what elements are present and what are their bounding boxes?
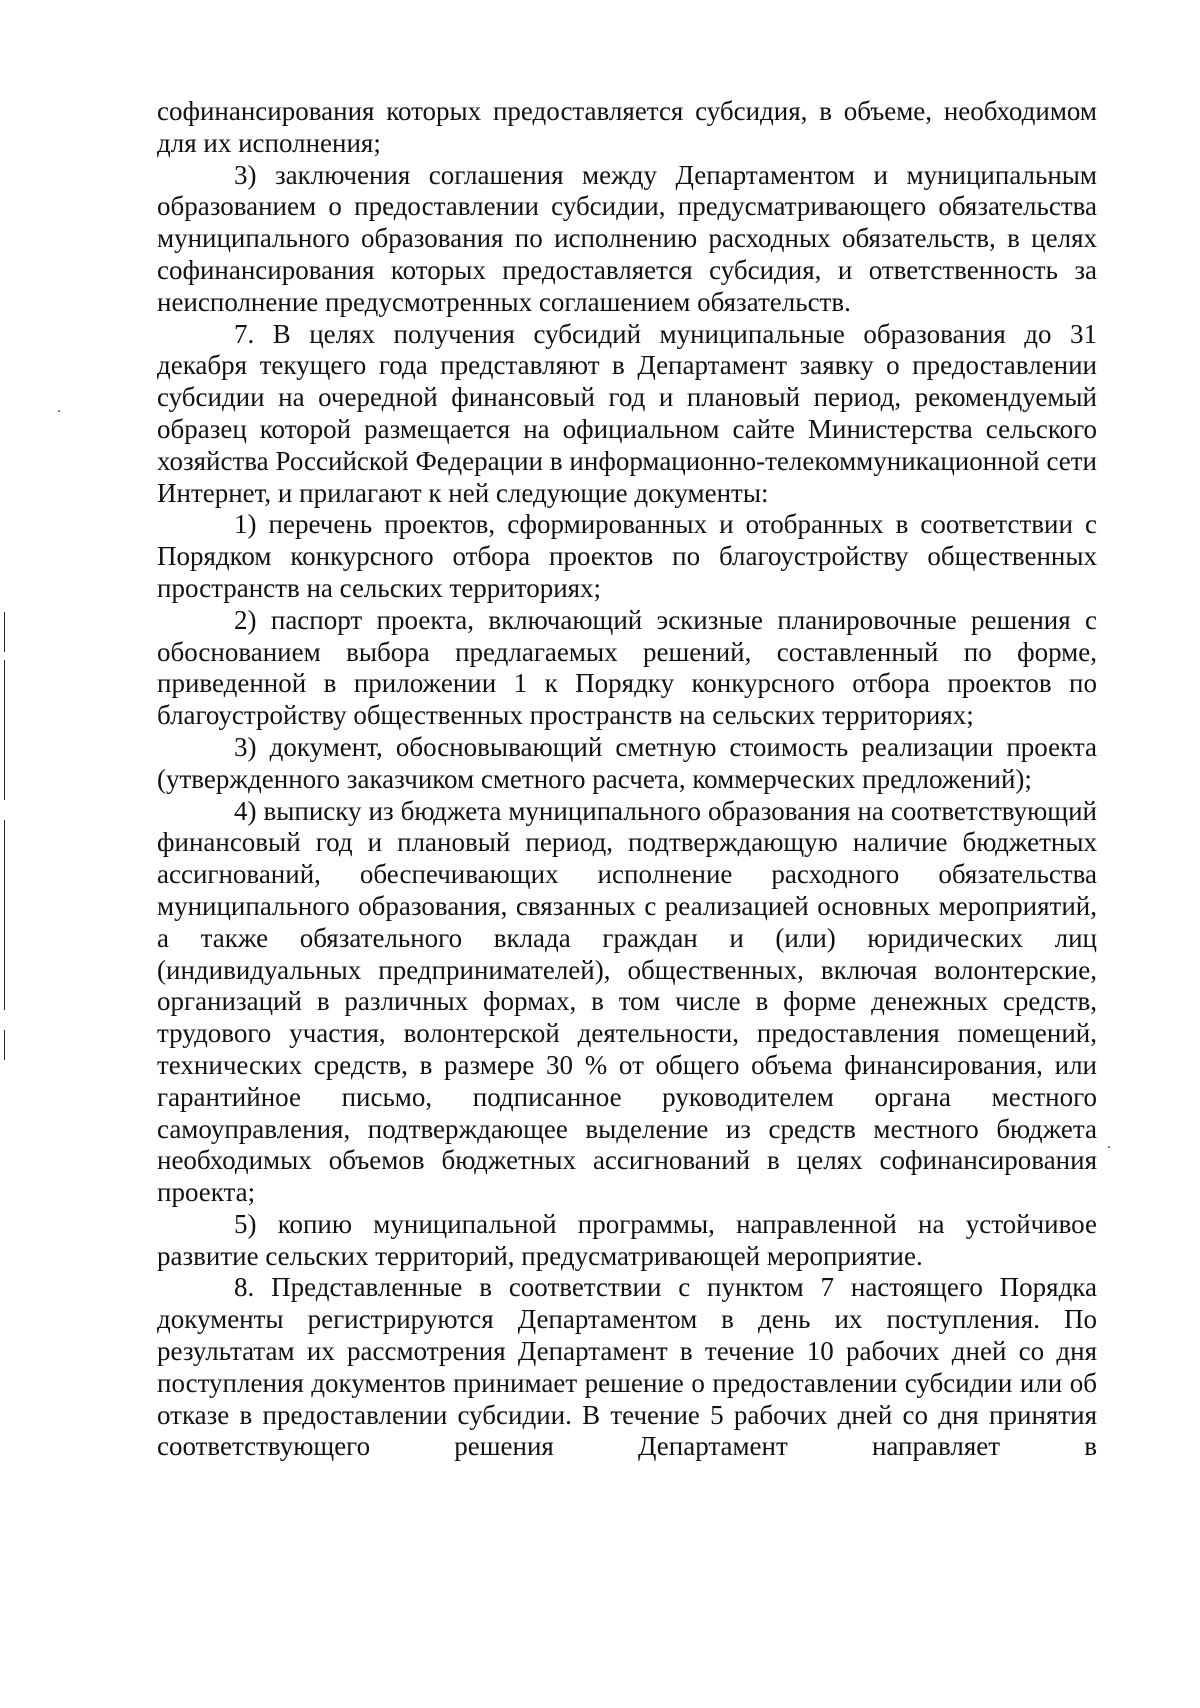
scan-speck [1108,1146,1110,1148]
paragraph-item-3-cost-document: 3) документ, обосновывающий сметную стоимость реализации проекта (утвержденного заказчиком сметного расчета, коммерческих предложений); [157,731,1097,794]
scan-speck [58,410,60,412]
scan-margin-mark [4,660,5,800]
paragraph-item-2-project-passport: 2) паспорт проекта, включающий эскизные планировочные решения с обоснованием выбора предлагаемых решений, составленный по форме, приведенной в приложении 1 к Порядку конкурсного отбора проектов по благоустройству общественных пространств на сельских территориях; [157,604,1097,731]
paragraph-item-4-budget-extract: 4) выписку из бюджета муниципального образования на соответствующий финансовый год и плановый период, подтверждающую наличие бюджетных ассигнований, обеспечивающих исполнение расходного обязательства муниципального образования, связанных с реализацией основных мероприятий, а также обязательного вклада граждан и (или) юридических лиц (индивидуальных предпринимателей), общественных, включая волонтерские, организаций в различных формах, в том числе в форме денежных средств, трудового участия, волонтерской деятельности, предоставления помещений, технических средств, в размере 30 % от общего объема финансирования, или гарантийное письмо, подписанное руководителем органа местного самоуправления, подтверждающее выделение из средств местного бюджета необходимых объемов бюджетных ассигнований в целях софинансирования проекта; [157,795,1097,1208]
paragraph-item-5-municipal-program: 5) копию муниципальной программы, направленной на устойчивое развитие сельских территорий, предусматривающей мероприятие. [157,1208,1097,1271]
paragraph-continuation: софинансирования которых предоставляется субсидия, в объеме, необходимом для их исполнения; [157,96,1097,158]
scan-margin-mark [4,1030,5,1060]
scan-margin-mark [4,820,5,1010]
scan-margin-mark [4,612,5,652]
paragraph-clause-7: 7. В целях получения субсидий муниципальные образования до 31 декабря текущего года представляют в Департамент заявку о предоставлении субсидии на очередной финансовый год и плановый период, рекомендуемый образец которой размещается на официальном сайте Министерства сельского хозяйства Российской Федерации в информационно-телекоммуникационной сети Интернет, и прилагают к ней следующие документы: [157,318,1097,508]
document-body [157,96,1097,1463]
paragraph-clause-8: 8. Представленные в соответствии с пунктом 7 настоящего Порядка документы регистрируются Департаментом в день их поступления. По результатам их рассмотрения Департамент в течение 10 рабочих дней со дня поступления документов принимает решение о предоставлении субсидии или об отказе в предоставлении субсидии. В течение 5 рабочих дней со дня принятия соответствующего решения Департамент направляет в [157,1272,1097,1462]
paragraph-item-1-project-list: 1) перечень проектов, сформированных и отобранных в соответствии с Порядком конкурсного отбора проектов по благоустройству общественных пространств на сельских территориях; [157,509,1097,603]
paragraph-item-3-agreement: 3) заключения соглашения между Департаментом и муниципальным образованием о предоставлении субсидии, предусматривающего обязательства муниципального образования по исполнению расходных обязательств, в целях софинансирования которых предоставляется субсидия, и ответственность за неисполнение предусмотренных соглашением обязательств. [157,159,1097,317]
